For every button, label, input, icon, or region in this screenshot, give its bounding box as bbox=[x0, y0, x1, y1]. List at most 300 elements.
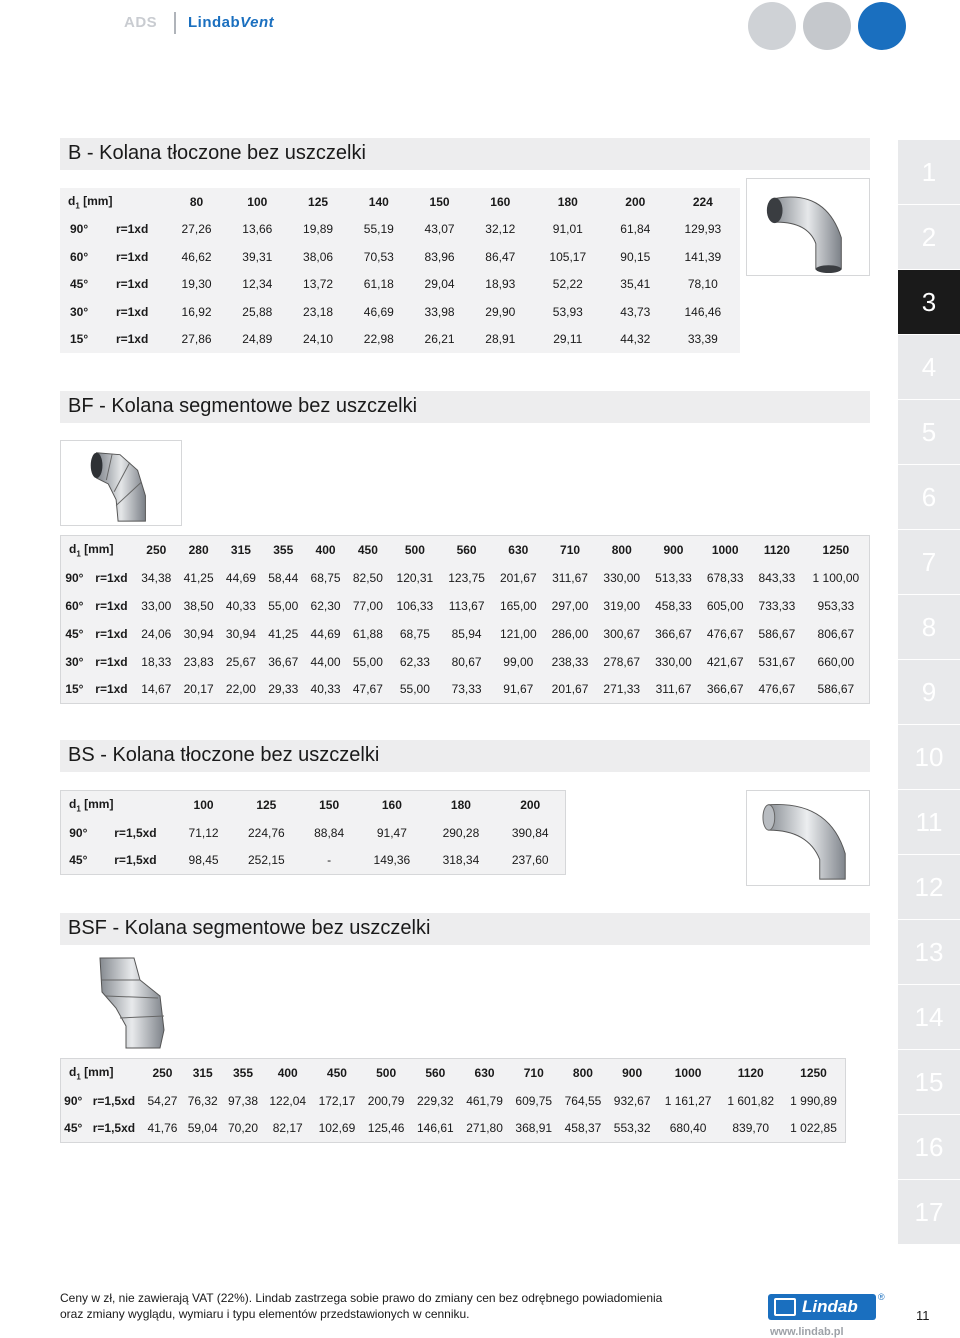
angle-cell: 90° bbox=[69, 825, 88, 840]
price-cell: 201,67 bbox=[551, 682, 589, 697]
price-cell: 99,00 bbox=[503, 654, 534, 669]
tab-8[interactable]: 8 bbox=[898, 595, 960, 660]
price-cell: 733,33 bbox=[758, 598, 796, 613]
tab-9[interactable]: 9 bbox=[898, 660, 960, 725]
price-cell: 271,33 bbox=[603, 682, 641, 697]
size-header: 630 bbox=[508, 542, 529, 557]
angle-cell: 30° bbox=[69, 304, 89, 319]
price-cell: 68,75 bbox=[310, 570, 341, 585]
d-symbol: d bbox=[69, 541, 77, 556]
size-header: 80 bbox=[189, 194, 204, 209]
price-cell: 80,67 bbox=[451, 654, 482, 669]
price-cell: 311,67 bbox=[655, 682, 692, 697]
d-subscript: 1 bbox=[75, 200, 80, 210]
price-cell: 476,67 bbox=[758, 682, 796, 697]
price-cell: 1 161,27 bbox=[664, 1093, 712, 1108]
angle-cell: 45° bbox=[65, 626, 84, 641]
price-cell: 70,20 bbox=[227, 1121, 258, 1136]
table-row bbox=[60, 298, 740, 326]
price-cell: 366,67 bbox=[706, 682, 744, 697]
price-cell: 41,76 bbox=[147, 1121, 178, 1136]
price-cell: 13,66 bbox=[242, 222, 273, 237]
price-cell: 843,33 bbox=[758, 570, 796, 585]
table-row bbox=[61, 620, 870, 648]
elbow-bsf-image bbox=[60, 952, 182, 1052]
size-header: 900 bbox=[622, 1065, 643, 1080]
tab-4[interactable]: 4 bbox=[898, 335, 960, 400]
logo-mark-icon bbox=[774, 1298, 796, 1316]
decor-circle-3 bbox=[858, 2, 906, 50]
price-cell: 24,06 bbox=[141, 626, 172, 641]
page-number: 11 bbox=[916, 1308, 930, 1323]
brand-lindab: Lindab bbox=[188, 14, 241, 31]
price-cell: 102,69 bbox=[318, 1121, 356, 1136]
price-cell: 33,00 bbox=[141, 598, 172, 613]
price-cell: 172,17 bbox=[318, 1093, 356, 1108]
size-header: 125 bbox=[256, 797, 277, 812]
elbow-b-image bbox=[746, 178, 870, 276]
price-cell: 98,45 bbox=[188, 853, 219, 868]
website-link[interactable]: www.lindab.pl bbox=[770, 1326, 844, 1338]
registered-mark: ® bbox=[878, 1292, 885, 1302]
price-cell: 458,37 bbox=[564, 1121, 602, 1136]
tab-3[interactable]: 3 bbox=[898, 270, 960, 335]
elbow-bsf-icon bbox=[60, 952, 182, 1052]
radius-cell: r=1xd bbox=[115, 222, 149, 237]
price-cell: 82,17 bbox=[272, 1121, 303, 1136]
size-header: 250 bbox=[152, 1065, 173, 1080]
price-cell: 224,76 bbox=[247, 825, 285, 840]
price-cell: 41,25 bbox=[183, 570, 214, 585]
price-cell: 82,50 bbox=[352, 570, 383, 585]
price-cell: 14,67 bbox=[141, 682, 172, 697]
price-cell: 29,11 bbox=[553, 332, 583, 347]
radius-cell: r=1xd bbox=[95, 570, 128, 585]
price-cell: 32,12 bbox=[485, 222, 516, 237]
size-header: 100 bbox=[193, 797, 214, 812]
radius-cell: r=1,5xd bbox=[92, 1121, 136, 1136]
price-cell: 24,89 bbox=[242, 332, 273, 347]
price-cell: 85,94 bbox=[451, 626, 482, 641]
price-cell: 36,67 bbox=[268, 654, 299, 669]
price-cell: 141,39 bbox=[684, 249, 722, 264]
price-cell: 319,00 bbox=[603, 598, 641, 613]
price-cell: 55,00 bbox=[268, 598, 299, 613]
price-cell: 26,21 bbox=[424, 332, 455, 347]
tab-2[interactable]: 2 bbox=[898, 205, 960, 270]
price-cell: 22,98 bbox=[363, 332, 394, 347]
price-cell: 200,79 bbox=[367, 1093, 405, 1108]
size-header: 400 bbox=[277, 1065, 298, 1080]
price-cell: 97,38 bbox=[227, 1093, 258, 1108]
tab-17[interactable]: 17 bbox=[898, 1180, 960, 1245]
size-header: 500 bbox=[376, 1065, 397, 1080]
radius-cell: r=1,5xd bbox=[114, 853, 157, 868]
decor-circle-2 bbox=[803, 2, 851, 50]
price-cell: 19,30 bbox=[181, 277, 212, 292]
price-cell: 33,39 bbox=[687, 332, 718, 347]
price-cell: 62,33 bbox=[399, 654, 430, 669]
price-cell: 105,17 bbox=[549, 249, 587, 264]
page-header bbox=[0, 0, 960, 50]
size-header: 1250 bbox=[800, 1065, 827, 1080]
table-row bbox=[60, 326, 740, 354]
radius-cell: r=1xd bbox=[95, 598, 128, 613]
price-cell: 44,69 bbox=[310, 626, 341, 641]
header-row bbox=[60, 188, 740, 216]
angle-cell: 45° bbox=[69, 853, 88, 868]
table-b bbox=[60, 188, 740, 353]
price-cell: 28,91 bbox=[485, 332, 516, 347]
price-cell: 61,88 bbox=[352, 626, 383, 641]
size-header: 180 bbox=[450, 797, 471, 812]
diameter-label bbox=[60, 188, 166, 216]
header-row bbox=[61, 1059, 846, 1087]
size-header: 315 bbox=[230, 542, 251, 557]
elbow-bf-icon bbox=[61, 441, 181, 525]
price-cell: 476,67 bbox=[706, 626, 744, 641]
table-row bbox=[61, 847, 566, 875]
price-cell: 660,00 bbox=[817, 654, 855, 669]
diameter-label bbox=[61, 791, 176, 819]
price-cell: 53,93 bbox=[552, 304, 583, 319]
price-cell: 25,88 bbox=[242, 304, 273, 319]
price-cell: 146,61 bbox=[416, 1121, 454, 1136]
price-cell: 54,27 bbox=[147, 1093, 178, 1108]
d-unit: [mm] bbox=[79, 193, 113, 208]
elbow-bs-icon bbox=[747, 791, 869, 885]
table-row bbox=[61, 564, 870, 592]
size-header: 630 bbox=[474, 1065, 495, 1080]
table-row bbox=[61, 819, 566, 847]
size-header: 100 bbox=[247, 194, 268, 209]
price-cell: 680,40 bbox=[669, 1121, 707, 1136]
price-cell: 70,53 bbox=[363, 249, 394, 264]
price-cell: 46,62 bbox=[181, 249, 212, 264]
price-cell: 90,15 bbox=[620, 249, 651, 264]
price-cell: 252,15 bbox=[247, 853, 285, 868]
price-cell: 297,00 bbox=[551, 598, 589, 613]
lindab-logo[interactable] bbox=[768, 1294, 876, 1320]
angle-cell: 45° bbox=[64, 1121, 83, 1136]
price-cell: 300,67 bbox=[603, 626, 641, 641]
size-header: 140 bbox=[368, 194, 389, 209]
size-header: 450 bbox=[326, 1065, 347, 1080]
price-cell: 278,67 bbox=[603, 654, 641, 669]
price-cell: 38,50 bbox=[183, 598, 214, 613]
price-cell: 458,33 bbox=[655, 598, 692, 613]
price-cell: 40,33 bbox=[225, 598, 256, 613]
price-cell: 330,00 bbox=[655, 654, 692, 669]
tab-15[interactable]: 15 bbox=[898, 1050, 960, 1115]
section-title-bs bbox=[60, 740, 870, 772]
price-cell: 146,46 bbox=[684, 304, 722, 319]
d-subscript: 1 bbox=[76, 803, 81, 813]
diameter-label bbox=[61, 536, 136, 564]
size-header: 800 bbox=[572, 1065, 593, 1080]
tab-11[interactable]: 11 bbox=[898, 790, 960, 855]
price-cell: 553,32 bbox=[613, 1121, 651, 1136]
price-cell: 30,94 bbox=[225, 626, 256, 641]
radius-cell: r=1xd bbox=[115, 304, 149, 319]
price-cell: 34,38 bbox=[141, 570, 172, 585]
price-cell: 33,98 bbox=[424, 304, 455, 319]
size-header: 1120 bbox=[737, 1065, 764, 1080]
price-cell: - bbox=[327, 853, 332, 868]
price-cell: 88,84 bbox=[314, 825, 345, 840]
price-cell: 1 990,89 bbox=[790, 1093, 837, 1108]
price-cell: 421,67 bbox=[706, 654, 744, 669]
section-bsf-label: BSF - Kolana segmentowe bez uszczelki bbox=[68, 917, 431, 939]
tab-1[interactable]: 1 bbox=[898, 140, 960, 205]
angle-cell: 90° bbox=[64, 1093, 83, 1108]
price-cell: 13,72 bbox=[303, 277, 334, 292]
tab-12[interactable]: 12 bbox=[898, 855, 960, 920]
table-row bbox=[60, 271, 740, 299]
price-cell: 25,67 bbox=[225, 654, 256, 669]
price-cell: 38,06 bbox=[303, 249, 334, 264]
price-cell: 806,67 bbox=[817, 626, 855, 641]
price-cell: 311,67 bbox=[552, 570, 588, 585]
price-cell: 58,44 bbox=[268, 570, 299, 585]
brand-vent: Vent bbox=[240, 14, 275, 31]
d-unit: [mm] bbox=[80, 541, 114, 556]
price-cell: 77,00 bbox=[352, 598, 383, 613]
price-cell: 83,96 bbox=[424, 249, 455, 264]
tab-14[interactable]: 14 bbox=[898, 985, 960, 1050]
table-row bbox=[60, 216, 740, 244]
radius-cell: r=1xd bbox=[115, 277, 149, 292]
table-row bbox=[61, 1087, 846, 1115]
size-header: 450 bbox=[357, 542, 378, 557]
size-header: 250 bbox=[146, 542, 167, 557]
price-cell: 271,80 bbox=[466, 1121, 503, 1136]
price-cell: 91,67 bbox=[503, 682, 534, 697]
price-cell: 43,73 bbox=[620, 304, 651, 319]
elbow-bf-image bbox=[60, 440, 182, 526]
tab-13[interactable]: 13 bbox=[898, 920, 960, 985]
price-cell: 44,69 bbox=[225, 570, 256, 585]
angle-cell: 45° bbox=[69, 277, 89, 292]
price-cell: 330,00 bbox=[603, 570, 641, 585]
header-row bbox=[61, 536, 870, 564]
price-cell: 609,75 bbox=[515, 1093, 553, 1108]
d-unit: [mm] bbox=[80, 1064, 114, 1079]
price-cell: 47,67 bbox=[352, 682, 383, 697]
table-bs bbox=[60, 790, 566, 875]
header-row bbox=[61, 791, 566, 819]
size-header: 900 bbox=[663, 542, 684, 557]
price-cell: 27,26 bbox=[181, 222, 212, 237]
size-header: 150 bbox=[429, 194, 450, 209]
table-bf bbox=[60, 535, 870, 704]
size-header: 125 bbox=[308, 194, 329, 209]
price-cell: 122,04 bbox=[269, 1093, 307, 1108]
price-cell: 78,10 bbox=[687, 277, 718, 292]
price-cell: 237,60 bbox=[511, 853, 549, 868]
size-header: 560 bbox=[456, 542, 477, 557]
price-cell: 44,00 bbox=[310, 654, 341, 669]
size-header: 180 bbox=[557, 194, 578, 209]
size-header: 150 bbox=[319, 797, 340, 812]
price-cell: 40,33 bbox=[310, 682, 341, 697]
angle-cell: 90° bbox=[65, 570, 84, 585]
price-cell: 73,33 bbox=[451, 682, 482, 697]
section-title-bsf bbox=[60, 913, 870, 945]
angle-cell: 30° bbox=[65, 654, 84, 669]
price-cell: 932,67 bbox=[613, 1093, 651, 1108]
size-header: 355 bbox=[273, 542, 294, 557]
price-cell: 229,32 bbox=[416, 1093, 454, 1108]
price-cell: 55,00 bbox=[352, 654, 383, 669]
price-cell: 91,01 bbox=[552, 222, 583, 237]
price-cell: 71,12 bbox=[188, 825, 219, 840]
price-cell: 318,34 bbox=[442, 853, 480, 868]
price-cell: 55,19 bbox=[363, 222, 394, 237]
size-header: 800 bbox=[611, 542, 632, 557]
price-cell: 20,17 bbox=[183, 682, 214, 697]
price-cell: 62,30 bbox=[310, 598, 341, 613]
d-subscript: 1 bbox=[76, 1071, 81, 1081]
price-cell: 106,33 bbox=[396, 598, 434, 613]
brand-lindabvent bbox=[188, 14, 274, 31]
diameter-label bbox=[61, 1059, 143, 1087]
radius-cell: r=1xd bbox=[115, 249, 149, 264]
size-header: 1120 bbox=[763, 542, 790, 557]
size-header: 224 bbox=[692, 194, 713, 209]
price-cell: 953,33 bbox=[817, 598, 855, 613]
tab-6[interactable]: 6 bbox=[898, 465, 960, 530]
decor-circle-1 bbox=[748, 2, 796, 50]
section-bf-label: BF - Kolana segmentowe bez uszczelki bbox=[68, 395, 418, 417]
price-cell: 35,41 bbox=[620, 277, 651, 292]
radius-cell: r=1xd bbox=[95, 654, 128, 669]
price-cell: 43,07 bbox=[424, 222, 455, 237]
price-cell: 16,92 bbox=[181, 304, 212, 319]
size-header: 200 bbox=[625, 194, 646, 209]
size-header: 315 bbox=[192, 1065, 213, 1080]
price-cell: 586,67 bbox=[817, 682, 855, 697]
angle-cell: 60° bbox=[69, 249, 89, 264]
price-cell: 76,32 bbox=[187, 1093, 218, 1108]
price-cell: 461,79 bbox=[466, 1093, 503, 1108]
footer-line-2: oraz zmiany wyglądu, wymiaru i typu elementów przedstawionych w cenniku. bbox=[60, 1307, 470, 1321]
angle-cell: 15° bbox=[65, 682, 84, 697]
elbow-bs-image bbox=[746, 790, 870, 886]
price-cell: 125,46 bbox=[367, 1121, 405, 1136]
size-header: 1000 bbox=[674, 1065, 702, 1080]
d-symbol: d bbox=[69, 1064, 77, 1079]
price-cell: 290,28 bbox=[442, 825, 480, 840]
price-cell: 61,84 bbox=[620, 222, 651, 237]
size-header: 1250 bbox=[822, 542, 850, 557]
price-cell: 91,47 bbox=[376, 825, 407, 840]
table-row bbox=[61, 1115, 846, 1143]
price-cell: 764,55 bbox=[564, 1093, 602, 1108]
size-header: 1000 bbox=[711, 542, 739, 557]
radius-cell: r=1xd bbox=[115, 332, 149, 347]
price-cell: 149,36 bbox=[373, 853, 411, 868]
price-cell: 201,67 bbox=[499, 570, 537, 585]
elbow-b-icon bbox=[747, 179, 869, 275]
price-cell: 46,69 bbox=[363, 304, 394, 319]
price-cell: 839,70 bbox=[732, 1121, 770, 1136]
price-cell: 113,67 bbox=[448, 598, 485, 613]
price-cell: 44,32 bbox=[620, 332, 651, 347]
price-cell: 390,84 bbox=[511, 825, 549, 840]
price-cell: 24,10 bbox=[303, 332, 334, 347]
price-cell: 1 100,00 bbox=[812, 570, 860, 585]
price-cell: 39,31 bbox=[242, 249, 273, 264]
tab-10[interactable]: 10 bbox=[898, 725, 960, 790]
price-cell: 23,18 bbox=[303, 304, 334, 319]
footer-line-1: Ceny w zł, nie zawierają VAT (22%). Lindab zastrzega sobie prawo do zmiany cen bez odrębnego powiadomienia bbox=[60, 1291, 663, 1305]
tab-16[interactable]: 16 bbox=[898, 1115, 960, 1180]
price-cell: 22,00 bbox=[225, 682, 256, 697]
price-cell: 513,33 bbox=[655, 570, 692, 585]
radius-cell: r=1xd bbox=[95, 626, 128, 641]
price-cell: 86,47 bbox=[485, 249, 516, 264]
tab-5[interactable]: 5 bbox=[898, 400, 960, 465]
footer-note bbox=[60, 1290, 662, 1322]
table-row bbox=[60, 243, 740, 271]
section-title-b bbox=[60, 138, 870, 170]
chapter-tabs bbox=[898, 140, 960, 1245]
price-cell: 586,67 bbox=[758, 626, 796, 641]
header-separator bbox=[174, 12, 176, 34]
d-symbol: d bbox=[69, 796, 77, 811]
price-cell: 678,33 bbox=[706, 570, 744, 585]
price-cell: 23,83 bbox=[183, 654, 214, 669]
price-cell: 531,67 bbox=[758, 654, 796, 669]
price-cell: 605,00 bbox=[706, 598, 744, 613]
price-cell: 59,04 bbox=[187, 1121, 218, 1136]
size-header: 280 bbox=[188, 542, 209, 557]
tab-7[interactable]: 7 bbox=[898, 530, 960, 595]
d-subscript: 1 bbox=[76, 548, 81, 558]
price-cell: 52,22 bbox=[552, 277, 583, 292]
size-header: 710 bbox=[560, 542, 581, 557]
price-cell: 41,25 bbox=[268, 626, 299, 641]
brand-ads: ADS bbox=[124, 14, 158, 31]
price-cell: 165,00 bbox=[499, 598, 537, 613]
price-cell: 61,18 bbox=[363, 277, 394, 292]
price-cell: 19,89 bbox=[303, 222, 334, 237]
angle-cell: 60° bbox=[65, 598, 84, 613]
section-b-label: B - Kolana tłoczone bez uszczelki bbox=[68, 142, 366, 164]
radius-cell: r=1,5xd bbox=[114, 825, 157, 840]
size-header: 355 bbox=[232, 1065, 253, 1080]
size-header: 160 bbox=[381, 797, 402, 812]
d-unit: [mm] bbox=[80, 796, 114, 811]
price-cell: 18,33 bbox=[141, 654, 172, 669]
price-cell: 123,75 bbox=[448, 570, 485, 585]
price-cell: 286,00 bbox=[551, 626, 589, 641]
size-header: 560 bbox=[425, 1065, 446, 1080]
section-title-bf bbox=[60, 391, 870, 423]
price-cell: 29,90 bbox=[485, 304, 516, 319]
price-cell: 238,33 bbox=[551, 654, 589, 669]
price-cell: 29,04 bbox=[424, 277, 455, 292]
angle-cell: 90° bbox=[69, 222, 89, 237]
radius-cell: r=1xd bbox=[95, 682, 128, 697]
price-cell: 12,34 bbox=[242, 277, 273, 292]
price-cell: 121,00 bbox=[499, 626, 537, 641]
price-cell: 29,33 bbox=[268, 682, 299, 697]
size-header: 710 bbox=[523, 1065, 544, 1080]
radius-cell: r=1,5xd bbox=[92, 1093, 136, 1108]
price-cell: 1 022,85 bbox=[790, 1121, 837, 1136]
